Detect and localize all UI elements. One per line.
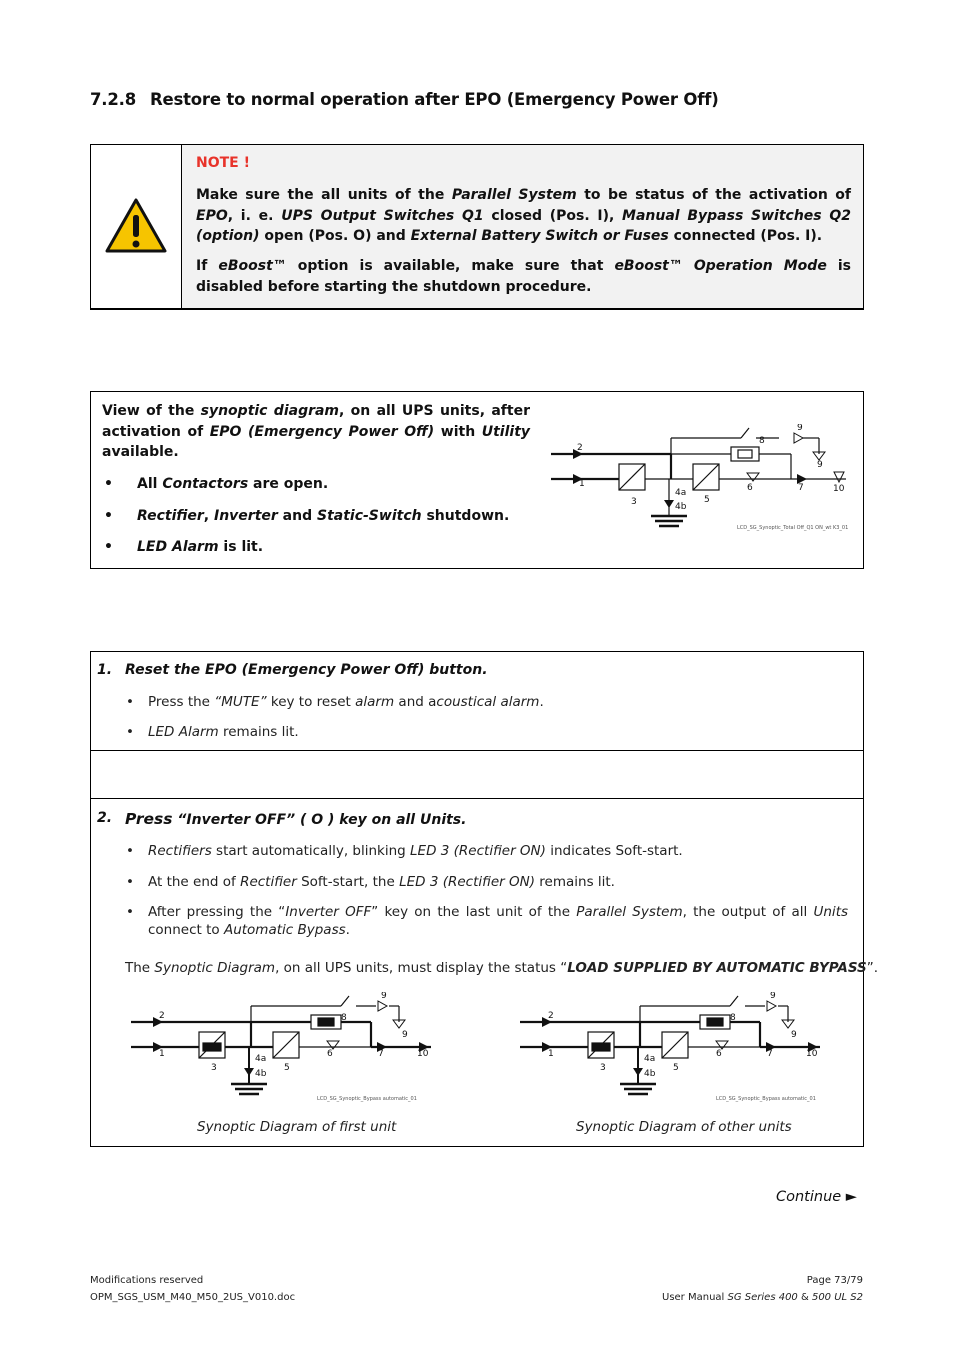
- diagram-label: 8: [759, 436, 765, 446]
- caption-other-units: Synoptic Diagram of other units: [576, 1119, 792, 1135]
- diagram-label: 1: [548, 1049, 554, 1059]
- diagram-label: 3: [631, 497, 637, 507]
- diagram-label: 8: [341, 1013, 347, 1023]
- diagram-label: 7: [378, 1049, 384, 1059]
- diagram-label: 7: [767, 1049, 773, 1059]
- diagram-reference: LCD_SG_Synoptic_Total Off_Q1 ON_wt K3_01: [737, 525, 849, 531]
- synoptic-diagram-epo: [551, 424, 851, 539]
- section-title: Restore to normal operation after EPO (Emergency Power Off): [149, 90, 719, 109]
- diagram-label: 6: [327, 1049, 333, 1059]
- diagram-label: 7: [798, 483, 804, 493]
- diagram-reference: LCD_SG_Synoptic_Bypass automatic_01: [716, 1096, 816, 1102]
- diagram-label: 5: [704, 495, 710, 505]
- diagram-label: 1: [579, 479, 585, 489]
- diagram-label: 4b: [255, 1069, 267, 1079]
- list-item: • LED Alarm is lit.: [104, 539, 264, 555]
- diagram-label: 4a: [255, 1054, 267, 1064]
- caption-first-unit: Synoptic Diagram of first unit: [197, 1119, 397, 1135]
- divider: [91, 798, 863, 799]
- note-icon-cell: [91, 145, 182, 308]
- diagram-label: 2: [548, 1011, 554, 1021]
- section-heading: [90, 90, 719, 109]
- diagram-label: 4a: [644, 1054, 656, 1064]
- synoptic-diagram-other-units: [520, 992, 825, 1107]
- diagram-label: 9: [402, 1030, 408, 1040]
- note-box: [90, 144, 864, 310]
- status-line: The Synoptic Diagram, on all UPS units, must display the status “LOAD SUPPLIED BY AUTOMATIC BYPASS”.: [125, 960, 879, 976]
- diagram-label: 9: [797, 424, 803, 433]
- diagram-label: 2: [577, 443, 583, 453]
- footer-page-number: Page 73/79: [806, 1275, 863, 1286]
- diagram-label: 4a: [675, 488, 687, 498]
- diagram-label: 3: [600, 1063, 606, 1073]
- note-paragraph-1: Make sure the all units of the Parallel System to be status of the activation of EPO, i. e. UPS Output Switches Q1 closed (Pos. I), Manual Bypass Switches Q2 (option) open (Pos. O) and External Battery Switch or Fuses connected (Pos. I).: [196, 187, 852, 244]
- section-number: 7.2.8: [90, 90, 136, 109]
- diagram-label: 1: [159, 1049, 165, 1059]
- continue-label: Continue ►: [776, 1189, 857, 1205]
- diagram-label: 10: [833, 484, 845, 494]
- divider: [91, 750, 863, 751]
- warning-icon: [104, 197, 168, 255]
- steps-box: 1. Reset the EPO (Emergency Power Off) button. • Press the “MUTE” key to reset alarm and acoustical alarm. • LED Alarm remains lit. 2. Press “Inverter OFF” ( O ) key on all Units. • Rectifiers start automatically, blinking LED 3 (Rectifier ON) indicates Soft-start. • At the end of Rectifier Soft-start, the LED 3 (Rectifier ON) remains lit. • After pressing the “Inverter OFF” key on the last unit of the Parallel System, the output of all Units connect to Automatic Bypass. The Synoptic Diagram, on all UPS units, must display the status “LOAD SUPPLIED BY AUTOMATIC BYPASS”. 1 2 3 4a 4b 5 6 7 8 9 9 10 LCD_SG_Synoptic_Bypass automatic_01 1 2 3 4a 4b 5 6 7 8 9 9 10 LCD_SG_Synoptic_Bypass automatic_01 Synoptic Diagram of first unit Synoptic Diagram of other units: [90, 651, 864, 1147]
- diagram-label: 9: [791, 1030, 797, 1040]
- synoptic-bullets: [102, 474, 532, 569]
- note-paragraph-2: If eBoost™ option is available, make sure that eBoost™ Operation Mode is disabled before starting the shutdown procedure.: [196, 258, 851, 295]
- list-item: • Rectifier, Inverter and Static-Switch shutdown.: [104, 507, 510, 524]
- footer-modifications: Modifications reserved: [90, 1275, 204, 1286]
- list-item: • All Contactors are open.: [104, 476, 329, 492]
- diagram-label: 9: [381, 992, 387, 1001]
- footer-manual-title: User Manual SG Series 400 & 500 UL S2: [662, 1292, 863, 1303]
- diagram-label: 10: [806, 1049, 818, 1059]
- synoptic-description: View of the synoptic diagram, on all UPS units, after activation of EPO (Emergency Power Off) with Utility available.: [102, 403, 531, 460]
- diagram-label: 5: [673, 1063, 679, 1073]
- diagram-label: 5: [284, 1063, 290, 1073]
- diagram-reference: LCD_SG_Synoptic_Bypass automatic_01: [317, 1096, 417, 1102]
- note-title: NOTE !: [196, 155, 250, 171]
- synoptic-diagram-first-unit: [131, 992, 436, 1107]
- diagram-label: 3: [211, 1063, 217, 1073]
- diagram-label: 4b: [644, 1069, 656, 1079]
- diagram-label: 10: [417, 1049, 429, 1059]
- diagram-label: 6: [747, 483, 753, 493]
- footer-filename: OPM_SGS_USM_M40_M50_2US_V010.doc: [90, 1292, 296, 1303]
- diagram-label: 6: [716, 1049, 722, 1059]
- diagram-label: 9: [770, 992, 776, 1001]
- diagram-label: 2: [159, 1011, 165, 1021]
- synoptic-box: [90, 391, 864, 569]
- diagram-label: 4b: [675, 502, 687, 512]
- diagram-label: 8: [730, 1013, 736, 1023]
- diagram-label: 9: [817, 460, 823, 470]
